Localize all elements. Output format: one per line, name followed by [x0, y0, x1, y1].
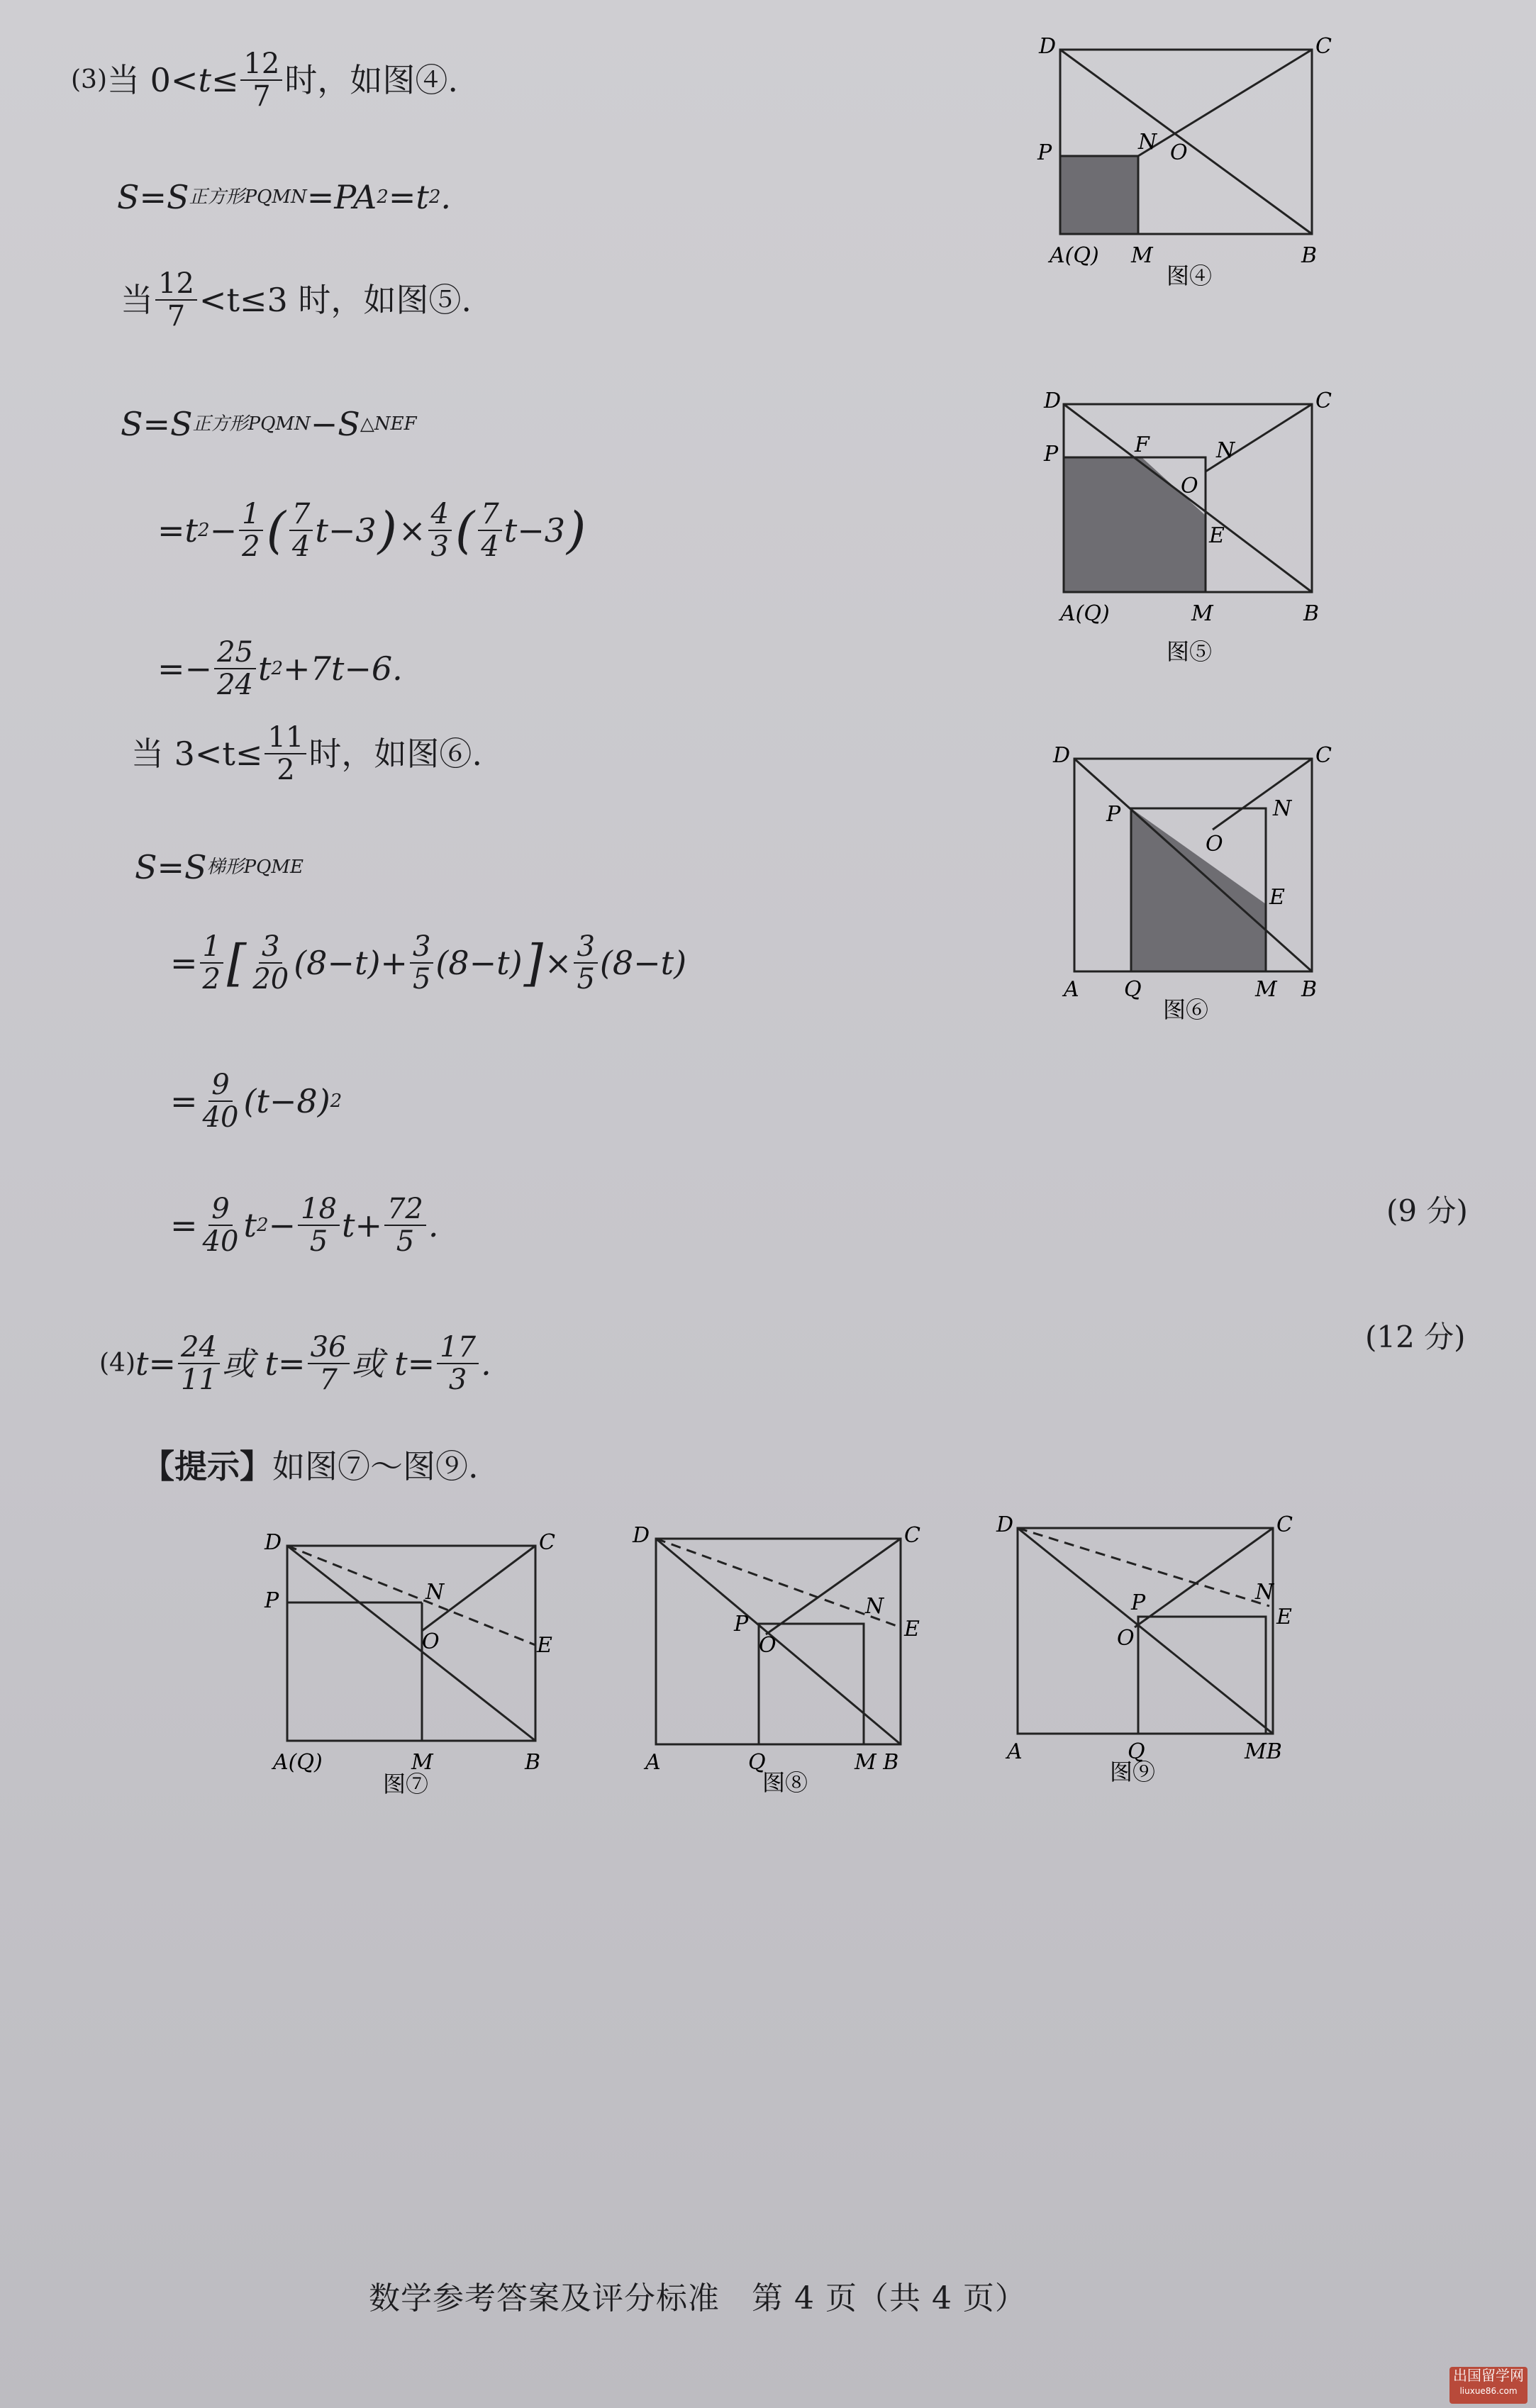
label-Q: Q: [1128, 1739, 1145, 1764]
part4-a: t=: [135, 1344, 177, 1383]
label-A: A: [1064, 977, 1079, 1002]
eq6-frac2: [250, 930, 291, 996]
eq2-line: [121, 405, 417, 443]
eq4-b: t: [258, 650, 272, 688]
part4-frac1: [178, 1333, 220, 1394]
eq6-a: =: [170, 944, 198, 982]
label-A: A(Q): [1060, 601, 1110, 626]
figure-8: [624, 1521, 950, 1805]
frac-num: 36: [308, 1333, 350, 1364]
case1-line: [71, 50, 458, 111]
frac-den: 4: [291, 530, 311, 563]
frac-den: 2: [202, 963, 221, 996]
frac-num: 18: [298, 1195, 340, 1226]
label-O: O: [1117, 1626, 1135, 1651]
eq3-times: ×: [398, 511, 426, 550]
caption: 图⑨: [1110, 1758, 1156, 1785]
eq2-lhs: S=S: [121, 405, 193, 443]
label-M: M: [1131, 243, 1153, 268]
score-12: (12 分): [1365, 1320, 1466, 1354]
label-N: N: [1138, 130, 1157, 155]
label-N: N: [1255, 1580, 1274, 1605]
page-footer: 数学参考答案及评分标准 第 4 页（共 4 页）: [369, 2280, 1027, 2317]
label-E: E: [537, 1633, 552, 1658]
eq7-sup: 2: [330, 1091, 343, 1112]
paren-open: (: [266, 501, 286, 559]
label-Q: Q: [1124, 977, 1142, 1002]
case1-var: t: [198, 61, 211, 99]
frac-den: 24: [217, 669, 253, 701]
eq4-c: +7t−6.: [283, 650, 403, 688]
label-B: B: [1303, 601, 1320, 626]
watermark-logo: [1449, 2367, 1527, 2404]
label-O: O: [759, 1633, 777, 1658]
eq6-d: (8−t): [599, 944, 687, 982]
eq6-frac4: [574, 930, 597, 996]
paren-close: ): [567, 501, 586, 559]
eq3-d: t−3: [503, 511, 566, 550]
frac-num: 7: [478, 500, 501, 531]
eq1-line: [117, 178, 452, 216]
figure-4: [1032, 32, 1344, 287]
frac-num: 25: [214, 638, 256, 669]
label-D: D: [633, 1523, 650, 1548]
label-F: F: [1135, 433, 1150, 457]
watermark-title: 出国留学网: [1453, 2367, 1524, 2384]
case3-prefix: 当 3<t≤: [131, 735, 263, 773]
frac-num: 3: [574, 932, 597, 964]
case2-prefix: 当: [121, 281, 153, 319]
eq2-sub1: 正方形PQMN: [192, 413, 311, 435]
eq8-frac2: [298, 1195, 340, 1256]
figure-9: [989, 1510, 1315, 1794]
frac-den: 11: [181, 1364, 217, 1396]
caption: 图④: [1167, 262, 1213, 287]
eq1-end: =t: [388, 178, 429, 216]
bracket-close: ]: [523, 934, 543, 992]
part3-label: (3): [71, 65, 107, 94]
frac-num: 11: [265, 723, 306, 754]
label-O: O: [1206, 832, 1223, 857]
label-D: D: [1044, 389, 1062, 413]
eq3-frac2: [289, 500, 313, 561]
frac-num: 3: [259, 932, 282, 964]
eq3-frac4: [478, 500, 501, 561]
frac-num: 12: [155, 269, 197, 301]
eq1-sub: 正方形PQMN: [189, 186, 307, 208]
eq6-b: (8−t)+: [294, 944, 408, 982]
eq8-b: t: [243, 1206, 257, 1244]
part4-frac2: [308, 1333, 350, 1394]
frac-den: 2: [277, 754, 295, 786]
frac-den: 2: [242, 530, 260, 563]
eq7-frac: [200, 1071, 242, 1132]
label-D: D: [1039, 34, 1057, 59]
eq8-e: .: [428, 1206, 439, 1244]
eq8-d: t+: [341, 1206, 382, 1244]
label-N: N: [425, 1580, 445, 1605]
eq2-sub2: △NEF: [360, 413, 417, 435]
eq1-dot: .: [440, 178, 452, 216]
frac-den: 40: [202, 1101, 239, 1134]
eq6-frac1: [200, 930, 223, 996]
label-O: O: [1181, 474, 1198, 498]
frac-den: 3: [448, 1364, 467, 1396]
label-E: E: [1276, 1605, 1292, 1629]
label-M: M: [411, 1750, 433, 1775]
frac-num: 1: [239, 500, 262, 531]
figure-6: [1035, 737, 1347, 1021]
eq3-frac3: [428, 500, 452, 561]
eq6-frac3: [410, 930, 433, 996]
figure-5: [1035, 386, 1347, 670]
frac-num: 4: [428, 500, 452, 531]
case1-suffix: 时，如图④.: [284, 61, 459, 99]
hint-line: [142, 1447, 479, 1486]
label-N: N: [1273, 796, 1292, 821]
eq6-times: ×: [544, 944, 572, 982]
label-Q: Q: [748, 1750, 766, 1775]
case3-suffix: 时，如图⑥.: [308, 735, 482, 773]
label-P: P: [265, 1588, 279, 1613]
watermark-url: liuxue86.com: [1459, 2386, 1518, 2396]
label-A: A(Q): [1050, 243, 1099, 268]
figure-7: [259, 1528, 578, 1812]
eq8-sup: 2: [256, 1215, 269, 1236]
frac-den: 5: [309, 1225, 328, 1258]
label-O: O: [422, 1629, 440, 1654]
label-P: P: [1044, 442, 1059, 467]
hint-label: 【提示】: [142, 1447, 272, 1486]
frac-num: 9: [208, 1071, 232, 1102]
caption: 图⑥: [1163, 996, 1209, 1021]
label-D: D: [996, 1512, 1014, 1537]
label-P: P: [1037, 140, 1052, 165]
eq3-a: =t: [157, 511, 199, 550]
frac-den: 5: [577, 963, 595, 996]
frac-num: 9: [208, 1195, 232, 1226]
paren-close: ): [377, 501, 397, 559]
label-C: C: [1276, 1512, 1293, 1537]
label-N: N: [865, 1594, 884, 1619]
part4-end: .: [481, 1344, 491, 1383]
label-C: C: [1315, 743, 1332, 768]
part4-frac3: [437, 1333, 479, 1394]
eq1-mid: =PA: [306, 178, 377, 216]
eq3-b: −: [209, 511, 238, 550]
eq1-sup2: 2: [428, 186, 441, 208]
label-C: C: [1315, 34, 1332, 59]
case2-fraction: [155, 267, 197, 333]
part4-line: [99, 1333, 491, 1394]
case3-line: [131, 723, 482, 784]
label-C: C: [539, 1530, 555, 1555]
frac-num: 17: [437, 1333, 479, 1364]
frac-num: 12: [240, 50, 282, 81]
eq8-c: −: [268, 1206, 296, 1244]
eq2-minus: −S: [310, 405, 360, 443]
score-9: (9 分): [1386, 1193, 1468, 1228]
eq7-a: =: [170, 1082, 198, 1120]
eq6-line: [170, 930, 687, 996]
label-A: A(Q): [273, 1750, 323, 1775]
part4-or2: 或 t=: [351, 1344, 435, 1383]
eq8-a: =: [170, 1206, 198, 1244]
eq5-sub: 梯形PQME: [206, 857, 304, 878]
frac-den: 40: [202, 1225, 239, 1258]
frac-num: 3: [410, 932, 433, 964]
caption: 图⑦: [383, 1771, 429, 1797]
frac-den: 7: [319, 1364, 338, 1396]
label-E: E: [1269, 885, 1285, 910]
frac-den: 20: [252, 963, 289, 996]
frac-num: 1: [200, 932, 223, 964]
case1-rel: ≤: [211, 61, 239, 99]
eq4-frac: [214, 638, 256, 699]
label-A: A: [645, 1750, 661, 1775]
label-C: C: [904, 1523, 920, 1548]
label-P: P: [1106, 802, 1121, 827]
frac-num: 72: [384, 1195, 426, 1226]
frac-den: 5: [396, 1225, 415, 1258]
label-M: M: [1255, 977, 1277, 1002]
label-B: B: [525, 1750, 541, 1775]
label-C: C: [1315, 389, 1332, 413]
label-E: E: [904, 1617, 920, 1641]
label-P: P: [1131, 1590, 1146, 1615]
frac-den: 7: [252, 80, 271, 113]
caption: 图⑤: [1167, 638, 1213, 665]
eq3-c: t−3: [315, 511, 377, 550]
frac-den: 5: [412, 963, 431, 996]
paren-open: (: [455, 501, 475, 559]
eq8-frac1: [200, 1195, 242, 1256]
case1-fraction: [240, 50, 282, 111]
label-D: D: [265, 1530, 282, 1555]
label-A: A: [1007, 1739, 1023, 1764]
label-P: P: [734, 1612, 749, 1637]
eq1-sup: 2: [377, 186, 389, 208]
label-N: N: [1216, 438, 1235, 463]
eq5-lhs: S=S: [135, 848, 207, 886]
case2-suffix: <t≤3 时，如图⑤.: [199, 281, 472, 319]
eq7-b: (t−8): [243, 1082, 330, 1120]
eq4-a: =−: [157, 650, 213, 688]
label-O: O: [1170, 140, 1188, 165]
eq8-frac3: [384, 1195, 426, 1256]
caption: 图⑧: [762, 1769, 808, 1796]
case2-line: [121, 267, 472, 333]
label-MB: MB: [1245, 1739, 1282, 1764]
hint-text: 如图⑦～图⑨.: [272, 1447, 479, 1486]
frac-den: 4: [481, 530, 499, 563]
frac-num: 7: [289, 500, 313, 531]
bracket-open: [: [227, 934, 247, 992]
eq4-line: [157, 638, 403, 699]
eq4-sup: 2: [271, 658, 284, 679]
frac-den: 3: [430, 530, 449, 563]
label-B: B: [1301, 977, 1318, 1002]
label-M: M: [1191, 601, 1213, 626]
label-MB: M B: [855, 1750, 899, 1775]
eq8-line: [170, 1195, 439, 1256]
part4-label: (4): [99, 1349, 135, 1378]
label-E: E: [1209, 523, 1225, 548]
eq5-line: [135, 848, 304, 886]
label-D: D: [1053, 743, 1071, 768]
frac-num: 24: [178, 1333, 220, 1364]
eq6-c: (8−t): [435, 944, 523, 982]
case1-prefix: 当 0<: [107, 61, 199, 99]
eq1-lhs: S=S: [117, 178, 189, 216]
eq7-line: [170, 1071, 342, 1132]
part4-or1: 或 t=: [221, 1344, 306, 1383]
eq3-sup: 2: [198, 520, 210, 541]
case3-fraction: [265, 723, 306, 784]
label-B: B: [1301, 243, 1318, 268]
frac-den: 7: [167, 300, 186, 333]
eq3-line: [157, 500, 587, 561]
eq3-frac1: [239, 500, 262, 561]
